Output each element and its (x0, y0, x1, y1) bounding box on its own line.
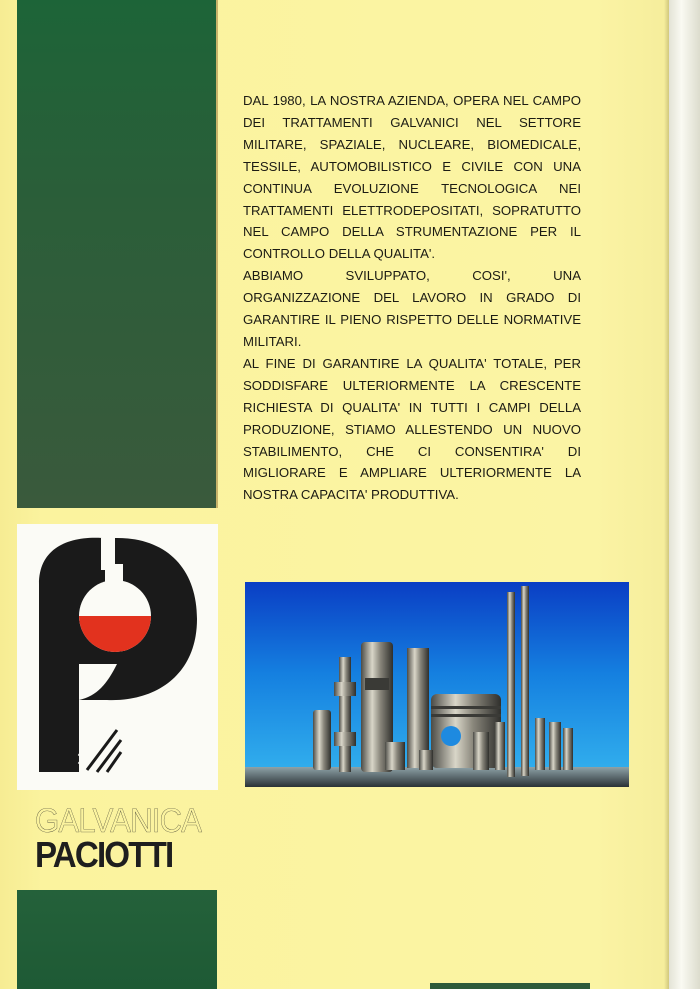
company-logo (17, 524, 218, 790)
brand-line-galvanica: GALVANICA (35, 802, 202, 840)
paragraph-quality: AL FINE DI GARANTIRE LA QUALITA' TOTALE, PER SODDISFARE ULTERIORMENTE LA CRESCENTE RICHIESTA DI QUALITA' IN TUTTI I CAMPI DELLA PRODUZIONE, STIAMO ALLESTENDO UN NUOVO STABILIMENTO, CHE CI CONSENTIRA' DI MIGLIORARE E AMPLIARE ULTERIORMENTE LA NOSTRA CAPACITA' PRODUTTIVA. (243, 355, 581, 503)
page-edge (669, 0, 700, 989)
paragraph-history: DAL 1980, LA NOSTRA AZIENDA, OPERA NEL CAMPO DEI TRATTAMENTI GALVANICI NEL SETTORE MILITARE, SPAZIALE, NUCLEARE, BIOMEDICALE, TESSILE, AUTOMOBILISTICO E CIVILE CON UNA CONTINUA EVOLUZIONE TECNOLOGICA NEI TRATTAMENTI ELETTRODEPOSITATI, SOPRATUTTO NEL CAMPO DELLA STRUMENTAZIONE PER IL CONTROLLO DELLA QUALITA'. (243, 93, 581, 262)
brand-line-paciotti: PACIOTTI (35, 834, 173, 875)
paragraph-organization: ABBIAMO SVILUPPATO, COSI', UNA ORGANIZZAZIONE DEL LAVORO IN GRADO DI GARANTIRE IL PIENO RISPETTO DELLE NORMATIVE MILITARI. (243, 268, 581, 349)
brand-name (35, 803, 235, 873)
company-description (243, 90, 581, 506)
product-photo (245, 582, 629, 787)
green-band-top (17, 0, 217, 508)
bottom-strip (430, 983, 590, 989)
green-band-bottom (17, 890, 217, 989)
band-divider (216, 0, 218, 508)
